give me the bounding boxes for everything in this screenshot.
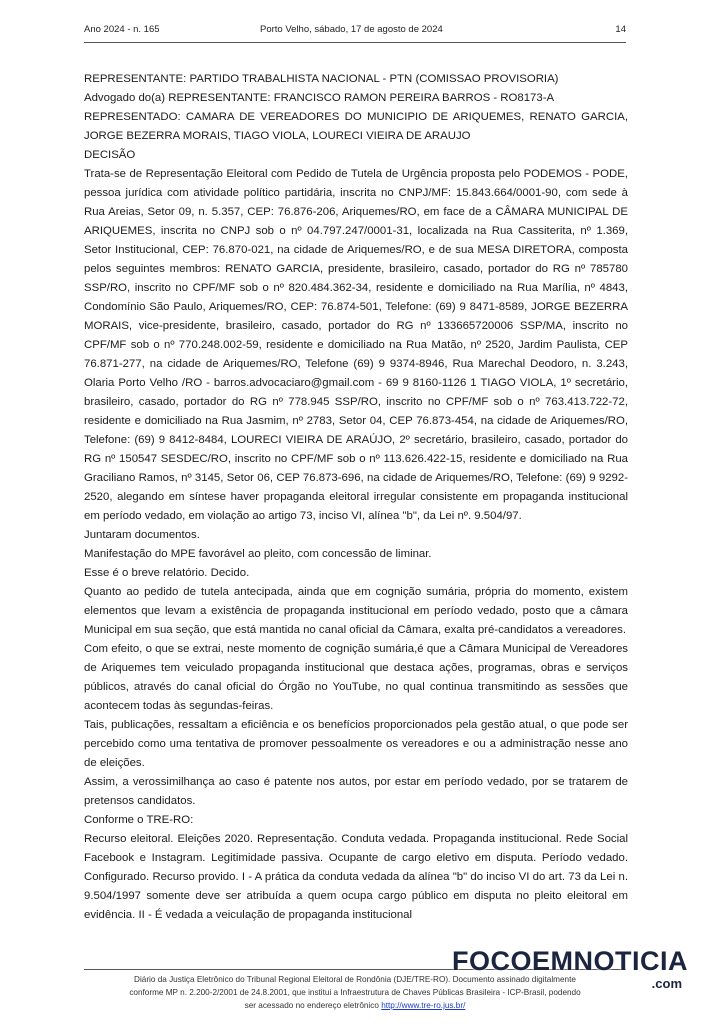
watermark-domain-suffix: .com [651, 976, 682, 991]
body-paragraph: Conforme o TRE-RO: [84, 814, 194, 826]
footer-line: conforme MP n. 2.200-2/2001 de 24.8.2001, que institui a Infraestrutura de Chaves Públicas Brasileira - ICP-Brasil, podendo [129, 988, 581, 997]
document-body [84, 70, 628, 925]
advogado-line: Advogado do(a) REPRESENTANTE: FRANCISCO RAMON PEREIRA BARROS - RO8173-A [84, 92, 555, 104]
header-divider [84, 42, 626, 43]
body-paragraph: Esse é o breve relatório. Decido. [84, 567, 250, 579]
body-paragraph: Trata-se de Representação Eleitoral com Pedido de Tutela de Urgência proposta pelo PODEMOS - PODE, pessoa jurídica com atividade político partidária, inscrita no CNPJ/MF: 15.843.664/0001-90, com sede à Rua Areias, Setor 09, n. 5.357, CEP: 76.876-206, Ariquemes/RO, em face de a CÂMARA MUNICIPAL DE ARIQUEMES, inscrita no CNPJ sob o nº 04.797.247/0001-31, localizada na Rua Cassiterita, nº 1.369, Setor Institucional, CEP: 76.870-021, na cidade de Ariquemes/RO, e de sua MESA DIRETORA, composta pelos seguintes membros: RENATO GARCIA, presidente, brasileiro, casado, portador do RG nº 785780 SSP/RO, inscrito no CPF/MF sob o nº 820.484.362-34, residente e domiciliado na Rua Marília, nº 4843, Condomínio São Paulo, Ariquemes/RO, CEP: 76.874-501, Telefone: (69) 9 8471-8589, JORGE BEZERRA MORAIS, vice-presidente, brasileiro, casado, portador do RG nº 133665720006 SSP/MA, inscrito no CPF/MF sob o nº 770.248.002-59, residente e domiciliado na Rua Matão, nº 2520, Jardim Paulista, CEP 76.871-277, na cidade de Ariquemes/RO, Telefone (69) 9 9374-8946, Rua Marechal Deodoro, n. 3.243, Olaria Porto Velho /RO - barros.advocaciaro@gmail.com - 69 9 8160-1126 1 TIAGO VIOLA, 1º secretário, brasileiro, casado, portador do RG nº 778.945 SSP/RO, inscrito no CPF/MF sob o nº 763.413.722-72, residente e domiciliado na Rua Jasmim, nº 2783, Setor 04, CEP 76.873-454, na cidade de Ariquemes/RO, Telefone: (69) 9 8412-8484, LOURECI VIEIRA DE ARAÚJO, 2º secretário, brasileiro, casado, portador do RG nº 150547 SESDEC/RO, inscrito no CPF/MF sob o nº 113.626.422-15, residente e domiciliado na Rua Graciliano Ramos, nº 3145, Setor 06, CEP 76.873-696, na cidade de Ariquemes/RO, Telefone: (69) 9 9292-2520, alegando em síntese haver propaganda eleitoral irregular consistente em propaganda institucional em período vedado, em violação ao artigo 73, inciso VI, alínea "b", da Lei nº. 9.504/97. [84, 168, 628, 522]
jurisprudence-paragraph: Recurso eleitoral. Eleições 2020. Representação. Conduta vedada. Propaganda institucional. Rede Social Facebook e Instagram. Legitimidade passiva. Ocupante de cargo eletivo em disputa. Período vedado. Configurado. Recurso provido. I - A prática da conduta vedada da alínea "b" do inciso VI do art. 73 da Lei n. 9.504/1997 somente deve ser atribuída a quem ocupa cargo público em disputa no pleito eleitoral em evidência. II - É vedada a veiculação de propaganda institucional [84, 833, 628, 921]
footer-line [84, 999, 626, 1012]
body-paragraph: Assim, a verossimilhança ao caso é patente nos autos, por estar em período vedado, por se tratarem de pretensos candidatos. [84, 776, 628, 807]
body-paragraph: Manifestação do MPE favorável ao pleito, com concessão de liminar. [84, 548, 432, 560]
representado-line: REPRESENTADO: CAMARA DE VEREADORES DO MUNICIPIO DE ARIQUEMES, RENATO GARCIA, JORGE BEZERRA MORAIS, TIAGO VIOLA, LOURECI VIEIRA DE ARAUJO [84, 111, 628, 142]
body-paragraph: Com efeito, o que se extrai, neste momento de cognição sumária,é que a Câmara Municipal de Vereadores de Ariquemes tem veiculado propaganda institucional que destaca ações, programas, obras e serviços públicos, através do canal oficial do Órgão no YouTube, no qual continua transmitindo as sessões que acontecem todas às segundas-feiras. [84, 643, 628, 712]
page-header [84, 24, 626, 40]
place-date: Porto Velho, sábado, 17 de agosto de 2024 [260, 24, 443, 35]
body-paragraph: Quanto ao pedido de tutela antecipada, ainda que em cognição sumária, própria do momento, existem elementos que levam a existência de propaganda institucional em período vedado, posto que a câmara Municipal em sua seção, que está mantida no canal oficial da Câmara, exalta pré-candidatos a vereadores. [84, 586, 628, 636]
footer-line-prefix: ser acessado no endereço eletrônico [244, 1001, 379, 1010]
decision-heading: DECISÃO [84, 149, 136, 161]
edition-label: Ano 2024 - n. 165 [84, 24, 160, 35]
page-number: 14 [615, 24, 626, 35]
footer-line: Diário da Justiça Eletrônico do Tribunal Regional Eleitoral de Rondônia (DJE/TRE-RO). Documento assinado digitalmente [134, 975, 576, 984]
body-paragraph: Tais, publicações, ressaltam a eficiência e os benefícios proporcionados pela gestão atual, o que pode ser percebido como uma tentativa de promover pessoalmente os vereadores e ou a administração nesse ano de eleições. [84, 719, 628, 769]
representante-line: REPRESENTANTE: PARTIDO TRABALHISTA NACIONAL - PTN (COMISSAO PROVISORIA) [84, 73, 559, 85]
watermark-logo-text: FOCOEMNOTICIA [452, 946, 688, 976]
site-watermark [448, 946, 688, 996]
body-paragraph: Juntaram documentos. [84, 529, 200, 541]
tre-ro-link[interactable]: http://www.tre-ro.jus.br/ [381, 1001, 466, 1010]
